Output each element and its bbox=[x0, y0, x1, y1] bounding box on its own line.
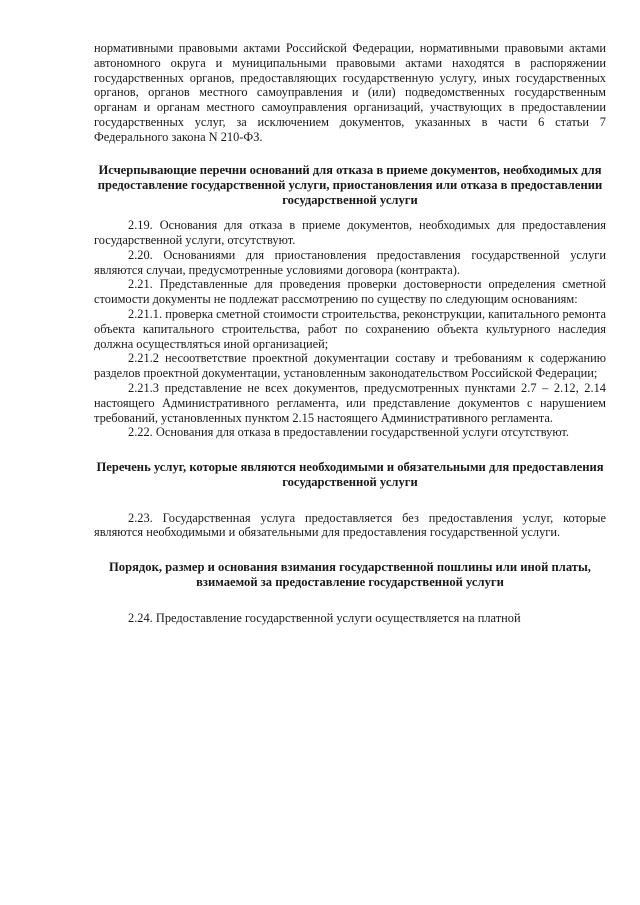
paragraph-2-21-3: 2.21.3 представление не всех документов, предусмотренных пунктами 2.7 – 2.12, 2.14 настоящего Административного регламента, или представление документов с нарушением требований, установленных пунктом 2.15 настоящего Административного регламента. bbox=[94, 380, 606, 425]
section-heading-required-services: Перечень услуг, которые являются необходимыми и обязательными для предоставления государственной услуги bbox=[96, 460, 604, 490]
paragraph-2-20: 2.20. Основаниями для приостановления предоставления государственной услуги являются случаи, предусмотренные условиями договора (контракта). bbox=[94, 247, 606, 277]
paragraph-2-19: 2.19. Основания для отказа в приеме документов, необходимых для предоставления государственной услуги, отсутствуют. bbox=[94, 218, 606, 247]
paragraph-2-24: 2.24. Предоставление государственной услуги осуществляется на платной bbox=[128, 610, 521, 625]
paragraph-intro: нормативными правовыми актами Российской Федерации, нормативными правовыми актами автономного округа и муниципальными правовыми актами находятся в распоряжении государственных органов, предоставляющих государственную услугу, иных государственных органов, органов местного самоуправления и (или) подведомственных государственным органам и органам местного самоуправления организаций, участвующих в предоставлении государственных услуг, за исключением документов, указанных в части 6 статьи 7 Федерального закона N 210-ФЗ. bbox=[94, 41, 606, 144]
paragraph-2-22: 2.22. Основания для отказа в предоставлении государственной услуги отсутствуют. bbox=[128, 425, 569, 440]
paragraph-2-21: 2.21. Представленные для проведения проверки достоверности определения сметной стоимости документы не подлежат рассмотрению по существу по следующим основаниям: bbox=[94, 277, 606, 307]
section-heading-refusal: Исчерпывающие перечни оснований для отказа в приеме документов, необходимых для предоставление государственной услуги, приостановления или отказа в предоставлении государственной услуги bbox=[97, 162, 603, 207]
paragraph-2-21-2: 2.21.2 несоответствие проектной документации составу и требованиям к содержанию разделов проектной документации, установленным законодательством Российской Федерации; bbox=[94, 351, 606, 381]
paragraph-2-23: 2.23. Государственная услуга предоставляется без предоставления услуг, которые являются необходимыми и обязательными для предоставления государственной услуги. bbox=[94, 510, 606, 540]
section-heading-fees: Порядок, размер и основания взимания государственной пошлины или иной платы, взимаемой за предоставление государственной услуги bbox=[109, 560, 591, 590]
paragraph-2-21-1: 2.21.1. проверка сметной стоимости строительства, реконструкции, капитального ремонта объекта капитального строительства, работ по сохранению объекта культурного наследия должна осуществляться иной организацией; bbox=[94, 306, 606, 351]
